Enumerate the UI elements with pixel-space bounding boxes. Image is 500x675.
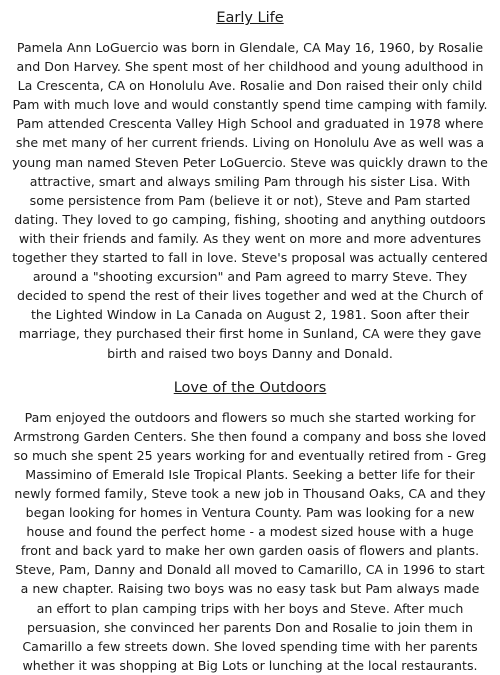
section-body-early-life: Pamela Ann LoGuercio was born in Glendale, CA May 16, 1960, by Rosalie and Don Harvey. She spent most of her childhood and young adulthood in La Crescenta, CA on Honolulu Ave. Rosalie and Don raised their only child Pam with much love and would constantly spend time camping with family. Pam attended Crescenta Valley High School and graduated in 1978 where she met many of her current friends. Living on Honolulu Ave as well was a young man named Steven Peter LoGuercio. Steve was quickly drawn to the attractive, smart and always smiling Pam through his sister Lisa. With some persistence from Pam (believe it or not), Steve and Pam started dating. They loved to go camping, fishing, shooting and anything outdoors with their friends and family. As they went on more and more adventures together they started to fall in love. Steve's proposal was actually centered around a "shooting excursion" and Pam agreed to marry Steve. They decided to spend the rest of their lives together and wed at the Church of the Lighted Window in La Canada on August 2, 1981. Soon after their marriage, they purchased their first home in Sunland, CA were they gave birth and raised two boys Danny and Donald. <box>12 40 488 361</box>
section-heading-love-of-the-outdoors: Love of the Outdoors <box>173 379 327 396</box>
section-early-life <box>12 8 488 363</box>
section-love-of-the-outdoors <box>12 378 488 675</box>
section-body-love-of-the-outdoors: Pam enjoyed the outdoors and flowers so much she started working for Armstrong Garden Centers. She then found a company and boss she loved so much she spent 25 years working for and eventually retired from - Greg Massimino of Emerald Isle Tropical Plants. Seeking a better life for their newly formed family, Steve took a new job in Thousand Oaks, CA and they began looking for homes in Ventura County. Pam was looking for a new house and found the perfect home - a modest sized house with a huge front and back yard to make her own garden oasis of flowers and plants. Steve, Pam, Danny and Donald all moved to Camarillo, CA in 1996 to start a new chapter. Raising two boys was no easy task but Pam always made an effort to plan camping trips with her boys and Steve. After much persuasion, she convinced her parents Don and Rosalie to join them in Camarillo a few streets down. She loved spending time with her parents whether it was shopping at Big Lots or lunching at the local restaurants. <box>13 409 487 673</box>
section-heading-early-life: Early Life <box>216 10 284 26</box>
